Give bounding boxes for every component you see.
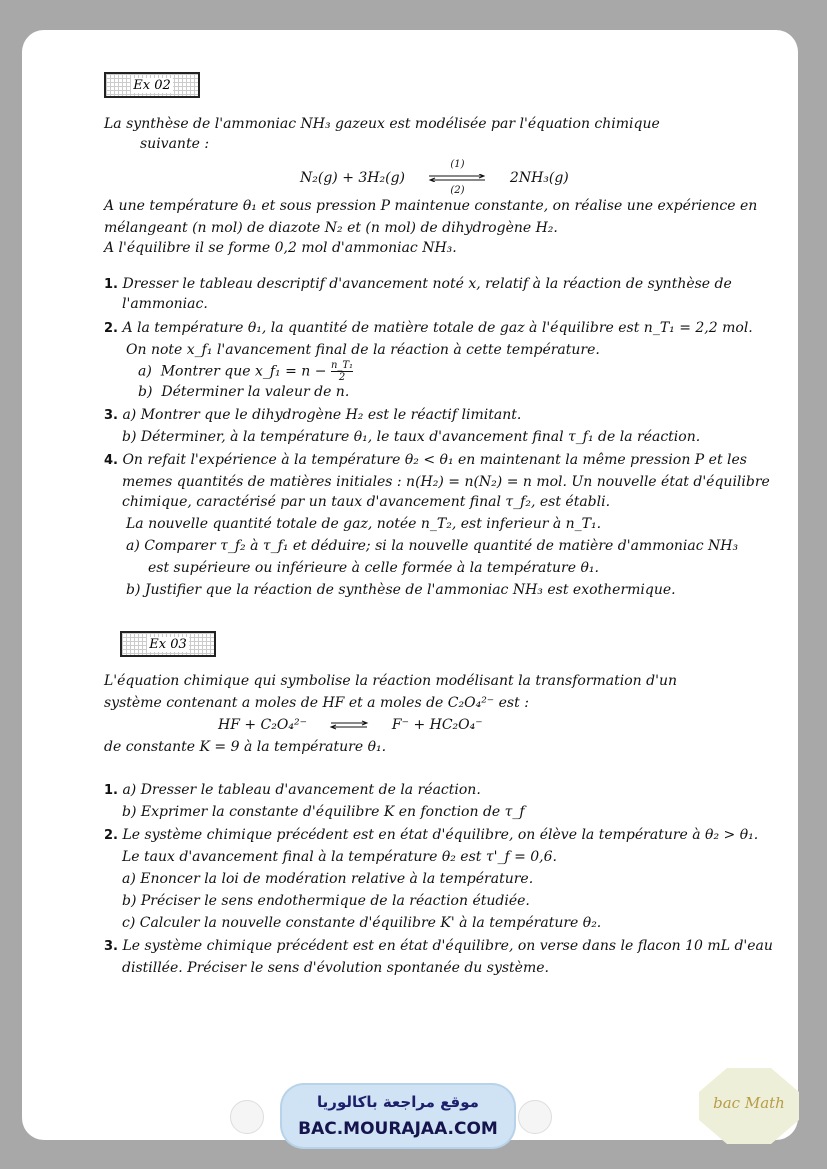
ex02-question2-line2: On note x_f₁ l'avancement final de la réaction à cette température. xyxy=(126,342,600,358)
ex02-question4-a: a) Comparer τ_f₂ à τ_f₁ et déduire; si la nouvelle quantité de matière d'ammoniac NH₃ xyxy=(126,538,739,554)
banner-arabic-title: موقع مراجعة باكالوريا xyxy=(317,1093,479,1111)
ex02-question4-line2: memes quantités de matières initiales : n(H₂) = n(N₂) = n mol. Un nouvelle état d'équilibre xyxy=(122,474,770,490)
ex02-question2-b xyxy=(138,384,349,400)
equation-right: 2NH₃(g) xyxy=(509,170,569,186)
ex03-question1-a xyxy=(104,782,481,798)
sub-text: Déterminer la valeur de n. xyxy=(161,384,350,400)
sub-label: a) xyxy=(138,363,152,380)
ex02-question4 xyxy=(104,452,747,468)
ex03-question2-b: b) Préciser le sens endothermique de la réaction étudiée. xyxy=(122,893,530,909)
question-number: 4. xyxy=(104,453,118,468)
ex02-question4-line3: chimique, caractérisé par un taux d'avancement final τ_f₂, est établi. xyxy=(122,494,611,510)
ex02-question2 xyxy=(104,320,753,336)
ex03-question2 xyxy=(104,827,758,843)
sub-text: Montrer que x_f₁ = n − xyxy=(160,363,327,380)
ex03-intro-line3: de constante K = 9 à la température θ₁. xyxy=(104,739,387,755)
ex02-question1-cont: l'ammoniac. xyxy=(122,296,208,312)
fraction-denominator: 2 xyxy=(338,372,346,383)
question-text: Dresser le tableau descriptif d'avancement noté x, relatif à la réaction de synthèse de xyxy=(122,276,732,292)
ex02-question1 xyxy=(104,276,732,292)
ex02-question3-a xyxy=(104,407,521,423)
question-number: 3. xyxy=(104,408,118,423)
ex03-question2-a: a) Enoncer la loi de modération relative à la température. xyxy=(122,871,534,887)
ex02-paragraph-line1: A une température θ₁ et sous pression P maintenue constante, on réalise une expérience en xyxy=(104,198,758,214)
question-text: a) Montrer que le dihydrogène H₂ est le réactif limitant. xyxy=(122,407,522,423)
ex02-paragraph-line2: mélangeant (n mol) de diazote N₂ et (n mol) de dihydrogène H₂. xyxy=(104,220,558,236)
double-arrow-icon xyxy=(329,720,369,730)
equation-right: F⁻ + HC₂O₄⁻ xyxy=(391,717,483,733)
ex03-intro-line1: L'équation chimique qui symbolise la réaction modélisant la transformation d'un xyxy=(104,673,677,689)
question-number: 2. xyxy=(104,321,118,336)
arrow-label-backward: (2) xyxy=(450,185,465,196)
question-number: 3. xyxy=(104,939,118,954)
question-number: 1. xyxy=(104,277,118,292)
fraction xyxy=(331,360,353,383)
ex03-intro-line2: système contenant a moles de HF et a moles de C₂O₄²⁻ est : xyxy=(104,695,529,711)
ex03-question2-line2: Le taux d'avancement final à la température θ₂ est τ'_f = 0,6. xyxy=(122,849,557,865)
equation-left: N₂(g) + 3H₂(g) xyxy=(300,170,405,186)
bac-math-logo xyxy=(697,1066,801,1146)
question-text: a) Dresser le tableau d'avancement de la réaction. xyxy=(122,782,481,798)
ex02-intro-line1: La synthèse de l'ammoniac NH₃ gazeux est modélisée par l'équation chimique xyxy=(104,116,660,132)
arrow-label-forward: (1) xyxy=(450,159,465,170)
exercise-02-tag: Ex 02 xyxy=(104,72,200,98)
site-logo-icon-right xyxy=(518,1100,552,1134)
ex02-question4-a-cont: est supérieure ou inférieure à celle formée à la température θ₁. xyxy=(148,560,599,576)
ex02-equation xyxy=(300,160,569,196)
bac-math-logo-text: bac Math xyxy=(713,1094,785,1112)
banner-url[interactable]: BAC.MOURAJAA.COM xyxy=(298,1119,498,1139)
question-text: Le système chimique précédent est en état d'équilibre, on élève la température à θ₂ > θ₁. xyxy=(122,827,759,843)
ex03-question3-line2: distillée. Préciser le sens d'évolution spontanée du système. xyxy=(122,960,549,976)
site-logo-icon-left xyxy=(230,1100,264,1134)
site-banner-link[interactable] xyxy=(282,1085,514,1147)
ex03-question1-b: b) Exprimer la constante d'équilibre K en fonction de τ_f xyxy=(122,804,525,820)
equation-left: HF + C₂O₄²⁻ xyxy=(218,717,307,733)
question-text: Le système chimique précédent est en état d'équilibre, on verse dans le flacon 10 mL d'eau xyxy=(122,938,773,954)
ex02-question4-b: b) Justifier que la réaction de synthèse de l'ammoniac NH₃ est exothermique. xyxy=(126,582,676,598)
fraction-numerator: n_T₁ xyxy=(330,360,354,371)
ex03-question2-c: c) Calculer la nouvelle constante d'équilibre K' à la température θ₂. xyxy=(122,915,602,931)
double-arrow-icon xyxy=(427,174,487,182)
question-number: 2. xyxy=(104,828,118,843)
question-text: A la température θ₁, la quantité de matière totale de gaz à l'équilibre est n_T₁ = 2,2 mol. xyxy=(122,320,753,336)
equilibrium-arrow-icon xyxy=(427,160,487,196)
ex02-intro-line2: suivante : xyxy=(140,136,210,152)
ex02-question4-line4: La nouvelle quantité totale de gaz, notée n_T₂, est inferieur à n_T₁. xyxy=(126,516,602,532)
question-number: 1. xyxy=(104,783,118,798)
ex02-question3-b: b) Déterminer, à la température θ₁, le taux d'avancement final τ_f₁ de la réaction. xyxy=(122,429,701,445)
ex02-question2-a xyxy=(138,360,353,383)
document-sheet xyxy=(22,30,798,1140)
ex03-equation xyxy=(218,717,483,733)
sub-label: b) xyxy=(138,384,153,400)
ex03-question3 xyxy=(104,938,773,954)
ex02-paragraph-line3: A l'équilibre il se forme 0,2 mol d'ammoniac NH₃. xyxy=(104,240,457,256)
question-text: On refait l'expérience à la température θ₂ < θ₁ en maintenant la même pression P et les xyxy=(122,452,747,468)
exercise-03-tag: Ex 03 xyxy=(120,631,216,657)
